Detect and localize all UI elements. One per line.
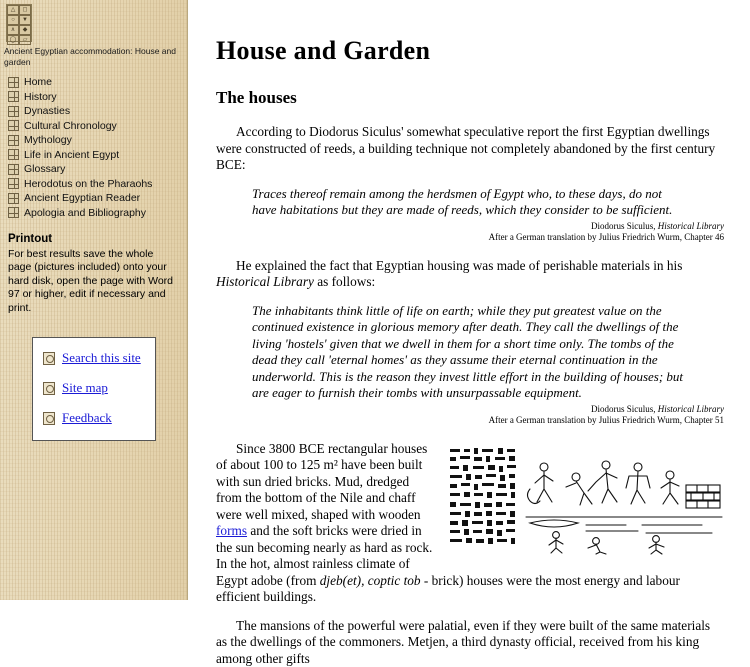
paragraph-3-text-c: - brick) houses were the most energy and labour efficient buildings. [216,573,680,605]
hieroglyph-bullet-icon [8,77,19,88]
forms-link[interactable]: forms [216,523,247,538]
hieroglyph-bullet-icon [8,106,19,117]
paragraph-2 [216,258,724,291]
hieroglyph-bullet-icon [8,178,19,189]
hieroglyph-bullet-icon [8,120,19,131]
sidebar-item-label: Glossary [24,163,65,175]
hieroglyph-bullet-icon [8,91,19,102]
illustration-svg [446,445,724,555]
link-label[interactable]: Feedback [62,410,112,426]
sidebar-link-box [32,337,156,441]
printout-heading: Printout [8,233,187,245]
paragraph-2-text-a: He explained the fact that Egyptian housing was made of perishable materials in his [236,258,682,273]
sidebar [0,0,188,600]
site-caption: Ancient Egyptian accommodation: House and garden [4,46,187,68]
sidebar-item-label: Mythology [24,134,72,146]
search-this-site-link[interactable] [43,350,155,366]
site-map-link[interactable] [43,380,155,396]
sidebar-item-ancient-egyptian-reader[interactable] [8,192,187,204]
sidebar-item-label: Home [24,76,52,88]
brickmaking-illustration [446,445,724,555]
sidebar-item-mythology[interactable] [8,134,187,146]
sidebar-item-cultural-chronology[interactable] [8,120,187,132]
sidebar-item-history[interactable] [8,91,187,103]
main-content [188,0,750,600]
sidebar-item-label: Apologia and Bibliography [24,207,146,219]
feedback-link[interactable] [43,410,155,426]
hieroglyph-link-icon [43,352,55,365]
hieroglyph-logo-icon: △ ◻ ○ ▼ ∧ ◆ ◯ ▱ [6,4,32,42]
sidebar-item-apologia-and-bibliography[interactable] [8,207,187,219]
paragraph-1: According to Diodorus Siculus' somewhat speculative report the first Egyptian dwellings were constructed of reeds, a building technique not completely abandoned by the first century BCE: [216,124,724,174]
paragraph-3-text-b: and the soft bricks were dried in the sun becoming nearly as hard as rock. In the hot, almost rainless climate of Egypt adobe (from [216,523,432,588]
attribution-note: After a German translation by Julius Friedrich Wurm, Chapter 51 [489,415,724,425]
hieroglyph-bullet-icon [8,207,19,218]
attribution-2 [216,404,724,427]
sidebar-item-label: Cultural Chronology [24,120,117,132]
sidebar-item-life-in-ancient-egypt[interactable] [8,149,187,161]
paragraph-3-italic: djeb(et), coptic tob [320,573,421,588]
attribution-source: Historical Library [658,221,724,231]
hieroglyph-bullet-icon [8,164,19,175]
sidebar-item-label: Life in Ancient Egypt [24,149,119,161]
page-title: House and Garden [216,36,724,66]
hieroglyph-link-icon [43,412,55,425]
link-label[interactable]: Site map [62,380,108,396]
attribution-author: Diodorus Siculus, [591,404,656,414]
blockquote-2: The inhabitants think little of life on earth; while they put greatest value on the continued existence in glorious memory after death. They call the dwellings of the living 'hostels' given that we dwell in them for a short time only. The tombs of the dead they call 'eternal homes' as they assume their eternal continuation in the underworld. This is the reason they invest little effort in the building of houses; but are eager to furnish their tombs with unsurpassable equipment. [252,303,688,402]
sidebar-item-home[interactable] [8,76,187,88]
sidebar-item-label: Ancient Egyptian Reader [24,192,140,204]
sidebar-item-label: Herodotus on the Pharaohs [24,178,152,190]
paragraph-2-text-b: as follows: [314,274,375,289]
paragraph-3-text-a: Since 3800 BCE rectangular houses of about 100 to 125 m² have been built with sun dried bricks. Mud, dredged from the bottom of the Nile and chaff were well mixed, shaped with wooden [216,441,427,522]
sidebar-item-label: Dynasties [24,105,70,117]
section-heading: The houses [216,88,724,108]
paragraph-4: The mansions of the powerful were palatial, even if they were built of the same materials as the dwellings of the commoners. Metjen, a third dynasty official, received from his king among other gifts [216,618,724,667]
attribution-1 [216,221,724,244]
sidebar-item-label: History [24,91,57,103]
sidebar-nav [8,76,187,219]
hieroglyph-bullet-icon [8,135,19,146]
sidebar-item-glossary[interactable] [8,163,187,175]
sidebar-item-dynasties[interactable] [8,105,187,117]
hieroglyph-link-icon [43,382,55,395]
blockquote-1: Traces thereof remain among the herdsmen of Egypt who, to these days, do not have habitations but they are made of reeds, which they consider to be sufficient. [252,186,688,219]
sidebar-item-herodotus-on-the-pharaohs[interactable] [8,178,187,190]
attribution-author: Diodorus Siculus, [591,221,656,231]
link-label[interactable]: Search this site [62,350,141,366]
attribution-source: Historical Library [658,404,724,414]
hieroglyph-bullet-icon [8,193,19,204]
hieroglyph-bullet-icon [8,149,19,160]
paragraph-2-italic: Historical Library [216,274,314,289]
printout-text: For best results save the whole page (pictures included) onto your hard disk, open the page with Word 97 or higher, edit if necessary and print. [8,248,177,316]
attribution-note: After a German translation by Julius Friedrich Wurm, Chapter 46 [489,232,724,242]
